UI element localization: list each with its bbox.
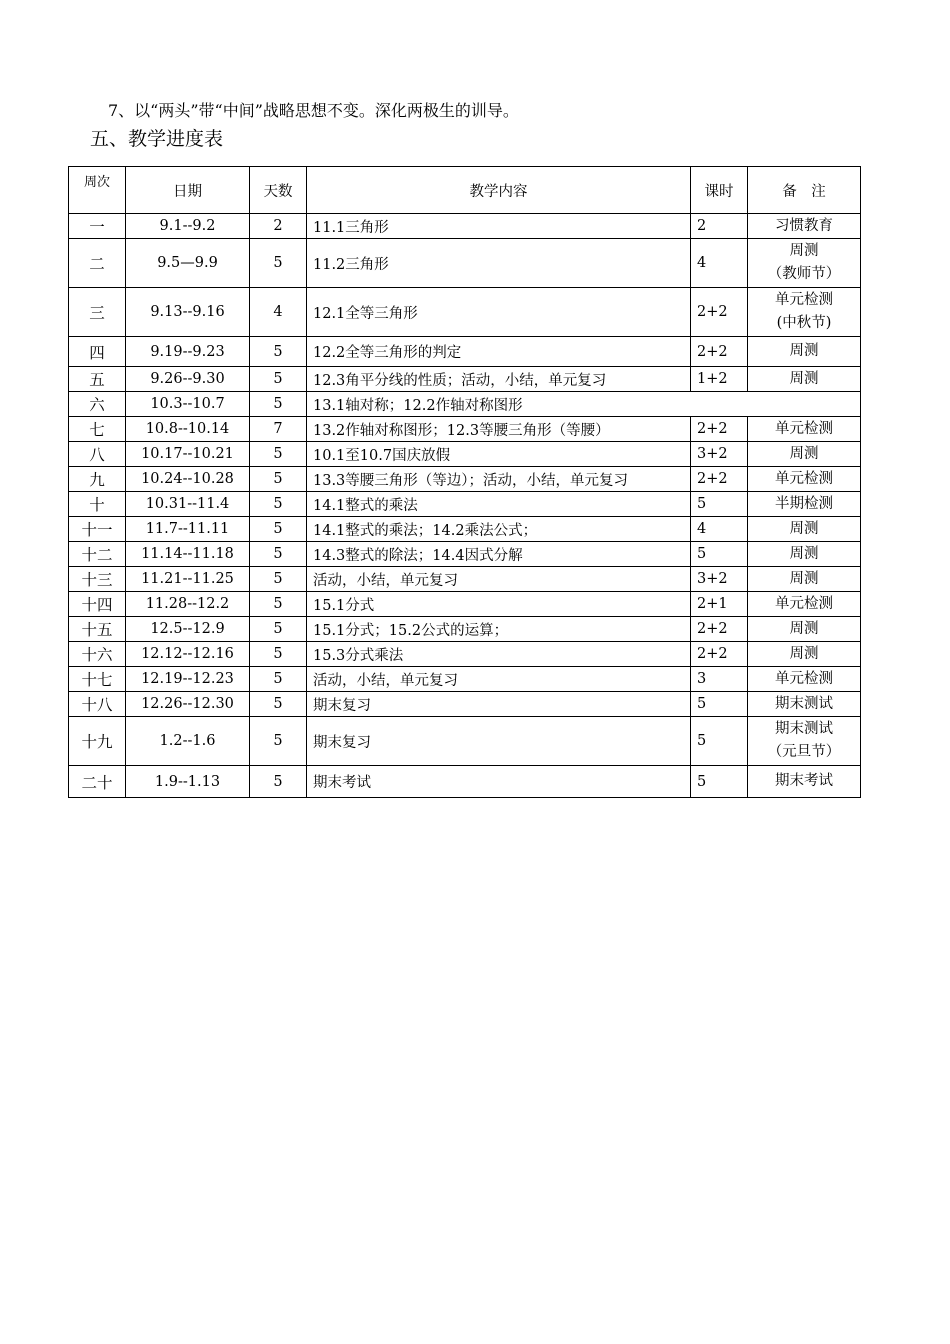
table-row	[69, 467, 861, 492]
header-week: 周次	[69, 167, 126, 214]
date-cell: 11.21--11.25	[126, 567, 250, 592]
note-cell: 期末考试	[748, 766, 861, 798]
hours-cell: 2+2	[691, 467, 748, 492]
days-cell: 5	[250, 492, 307, 517]
hours-cell: 2+2	[691, 642, 748, 667]
week-cell: 四	[69, 337, 126, 367]
table-row	[69, 417, 861, 442]
week-cell: 八	[69, 442, 126, 467]
days-cell: 5	[250, 766, 307, 798]
content-cell: 期末复习	[307, 717, 691, 766]
days-cell: 5	[250, 692, 307, 717]
content-cell: 12.3角平分线的性质；活动，小结，单元复习	[307, 367, 691, 392]
note-line-2: （教师节）	[767, 266, 841, 282]
table-row	[69, 717, 861, 766]
days-cell: 5	[250, 667, 307, 692]
week-cell: 五	[69, 367, 126, 392]
hours-cell: 3	[691, 667, 748, 692]
week-cell: 十六	[69, 642, 126, 667]
content-cell: 12.1全等三角形	[307, 288, 691, 337]
week-cell: 二十	[69, 766, 126, 798]
week-cell: 十四	[69, 592, 126, 617]
days-cell: 5	[250, 442, 307, 467]
hours-cell: 2+2	[691, 288, 748, 337]
hours-cell: 5	[691, 717, 748, 766]
table-row	[69, 239, 861, 288]
content-cell: 15.1分式	[307, 592, 691, 617]
note-cell: 半期检测	[748, 492, 861, 517]
hours-cell: 4	[691, 517, 748, 542]
hours-cell: 5	[691, 492, 748, 517]
table-row	[69, 214, 861, 239]
week-cell: 三	[69, 288, 126, 337]
hours-cell: 4	[691, 239, 748, 288]
note-cell: 周测	[748, 442, 861, 467]
note-line-2: (中秋节)	[776, 315, 832, 331]
week-cell: 十二	[69, 542, 126, 567]
table-row	[69, 667, 861, 692]
days-cell: 5	[250, 717, 307, 766]
date-cell: 9.13--9.16	[126, 288, 250, 337]
table-row	[69, 442, 861, 467]
note-cell: 周测	[748, 542, 861, 567]
date-cell: 1.9--1.13	[126, 766, 250, 798]
hours-cell: 5	[691, 766, 748, 798]
note-cell: 单元检测	[748, 417, 861, 442]
item-7-text: 7、以“两头”带“中间”战略思想不变。深化两极生的训导。	[108, 101, 519, 120]
hours-cell: 2+2	[691, 617, 748, 642]
hours-cell: 5	[691, 542, 748, 567]
week-cell: 十一	[69, 517, 126, 542]
content-cell: 14.1整式的乘法	[307, 492, 691, 517]
note-cell: 习惯教育	[748, 214, 861, 239]
teaching-schedule-table	[68, 166, 861, 798]
days-cell: 5	[250, 617, 307, 642]
week-cell: 二	[69, 239, 126, 288]
days-cell: 5	[250, 239, 307, 288]
hours-cell: 2+2	[691, 337, 748, 367]
content-cell: 13.3等腰三角形（等边）；活动，小结，单元复习	[307, 467, 691, 492]
hours-cell: 5	[691, 692, 748, 717]
date-cell: 10.8--10.14	[126, 417, 250, 442]
table-row	[69, 766, 861, 798]
note-line-1: 周测	[789, 243, 819, 259]
days-cell: 2	[250, 214, 307, 239]
hours-cell: 3+2	[691, 442, 748, 467]
date-cell: 10.3--10.7	[126, 392, 250, 417]
table-row	[69, 392, 861, 417]
note-cell: 周测	[748, 517, 861, 542]
days-cell: 5	[250, 467, 307, 492]
hours-cell: 2+1	[691, 592, 748, 617]
hours-cell: 1+2	[691, 367, 748, 392]
content-cell: 14.3整式的除法；14.4因式分解	[307, 542, 691, 567]
note-line-1: 期末测试	[775, 721, 833, 737]
content-cell: 14.1整式的乘法；14.2乘法公式；	[307, 517, 691, 542]
week-cell: 十八	[69, 692, 126, 717]
week-cell: 十九	[69, 717, 126, 766]
header-hours: 课时	[691, 167, 748, 214]
table-row	[69, 288, 861, 337]
days-cell: 5	[250, 517, 307, 542]
note-cell	[748, 288, 861, 337]
content-cell: 12.2全等三角形的判定	[307, 337, 691, 367]
date-cell: 1.2--1.6	[126, 717, 250, 766]
days-cell: 7	[250, 417, 307, 442]
week-cell: 十五	[69, 617, 126, 642]
date-cell: 12.5--12.9	[126, 617, 250, 642]
week-cell: 十七	[69, 667, 126, 692]
note-line-1: 单元检测	[775, 292, 833, 308]
note-cell: 周测	[748, 367, 861, 392]
week-cell: 十三	[69, 567, 126, 592]
note-cell	[748, 239, 861, 288]
content-cell: 活动，小结，单元复习	[307, 667, 691, 692]
table-row	[69, 367, 861, 392]
table-row	[69, 642, 861, 667]
content-cell: 期末考试	[307, 766, 691, 798]
note-line-2: （元旦节）	[767, 744, 841, 760]
note-cell: 单元检测	[748, 467, 861, 492]
date-cell: 10.17--10.21	[126, 442, 250, 467]
week-cell: 一	[69, 214, 126, 239]
date-cell: 12.12--12.16	[126, 642, 250, 667]
table-row	[69, 337, 861, 367]
days-cell: 5	[250, 392, 307, 417]
table-row	[69, 517, 861, 542]
days-cell: 5	[250, 367, 307, 392]
date-cell: 12.19--12.23	[126, 667, 250, 692]
date-cell: 12.26--12.30	[126, 692, 250, 717]
week-cell: 七	[69, 417, 126, 442]
date-cell: 11.28--12.2	[126, 592, 250, 617]
table-header-row	[69, 167, 861, 214]
days-cell: 5	[250, 567, 307, 592]
days-cell: 5	[250, 592, 307, 617]
date-cell: 11.7--11.11	[126, 517, 250, 542]
days-cell: 5	[250, 337, 307, 367]
content-cell: 13.1轴对称；12.2作轴对称图形	[307, 392, 861, 417]
hours-cell: 2+2	[691, 417, 748, 442]
days-cell: 5	[250, 642, 307, 667]
header-days: 天数	[250, 167, 307, 214]
hours-cell: 2	[691, 214, 748, 239]
date-cell: 10.24--10.28	[126, 467, 250, 492]
content-cell: 活动，小结，单元复习	[307, 567, 691, 592]
note-cell: 周测	[748, 337, 861, 367]
date-cell: 9.1--9.2	[126, 214, 250, 239]
days-cell: 5	[250, 542, 307, 567]
week-cell: 十	[69, 492, 126, 517]
days-cell: 4	[250, 288, 307, 337]
note-cell: 单元检测	[748, 667, 861, 692]
table-row	[69, 492, 861, 517]
content-cell: 期末复习	[307, 692, 691, 717]
note-cell: 周测	[748, 617, 861, 642]
content-cell: 15.1分式；15.2公式的运算；	[307, 617, 691, 642]
section-heading: 五、教学进度表	[90, 128, 224, 150]
content-cell: 10.1至10.7国庆放假	[307, 442, 691, 467]
note-cell	[748, 717, 861, 766]
table-row	[69, 542, 861, 567]
week-cell: 九	[69, 467, 126, 492]
note-cell: 期末测试	[748, 692, 861, 717]
date-cell: 11.14--11.18	[126, 542, 250, 567]
note-cell: 周测	[748, 642, 861, 667]
note-cell: 周测	[748, 567, 861, 592]
hours-cell: 3+2	[691, 567, 748, 592]
header-note: 备 注	[748, 167, 861, 214]
date-cell: 10.31--11.4	[126, 492, 250, 517]
header-date: 日期	[126, 167, 250, 214]
content-cell: 11.1三角形	[307, 214, 691, 239]
table-row	[69, 592, 861, 617]
header-content: 教学内容	[307, 167, 691, 214]
table-row	[69, 692, 861, 717]
week-cell: 六	[69, 392, 126, 417]
date-cell: 9.26--9.30	[126, 367, 250, 392]
date-cell: 9.5—9.9	[126, 239, 250, 288]
content-cell: 15.3分式乘法	[307, 642, 691, 667]
table-row	[69, 567, 861, 592]
date-cell: 9.19--9.23	[126, 337, 250, 367]
content-cell: 11.2三角形	[307, 239, 691, 288]
content-cell: 13.2作轴对称图形；12.3等腰三角形（等腰）	[307, 417, 691, 442]
note-cell: 单元检测	[748, 592, 861, 617]
table-row	[69, 617, 861, 642]
